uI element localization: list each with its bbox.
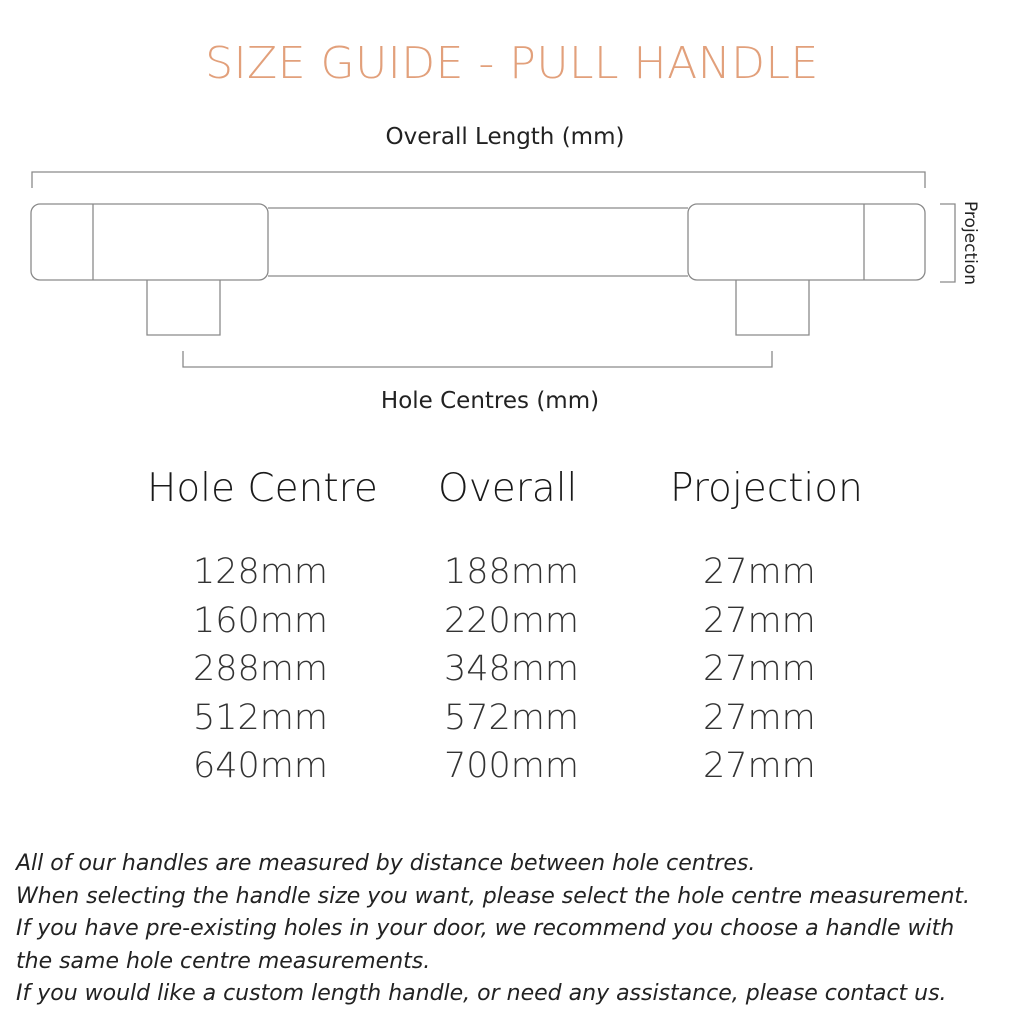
table-cell: 128mm <box>193 552 328 592</box>
table-cell: 27mm <box>703 552 816 592</box>
handle-bar <box>268 208 688 276</box>
note-line: If you have pre-existing holes in your door, we recommend you choose a handle with <box>16 916 955 941</box>
table-cell: 27mm <box>703 697 816 738</box>
overall-length-bracket <box>32 172 925 188</box>
table-cell: 288mm <box>193 649 328 689</box>
table-cell: 160mm <box>193 600 328 641</box>
table-cell: 27mm <box>703 746 816 786</box>
note-line: When selecting the handle size you want, please select the hole centre measurement. <box>16 883 971 909</box>
handle-right-end <box>688 204 925 280</box>
column-overall <box>444 552 684 795</box>
projection-label: Projection <box>960 200 980 286</box>
handle-left-leg <box>147 280 220 335</box>
note-line: the same hole centre measurements. <box>16 948 431 974</box>
handle-right-leg <box>736 280 809 335</box>
header-hole-centre: Hole Centre <box>147 466 378 511</box>
table-cell: 348mm <box>444 649 579 689</box>
column-hole-centre <box>193 552 433 795</box>
overall-length-label: Overall Length (mm) <box>385 124 625 150</box>
page-title: SIZE GUIDE - PULL HANDLE <box>205 38 819 89</box>
table-cell: 188mm <box>444 552 579 592</box>
notes-block <box>16 848 1016 1011</box>
hole-centres-bracket <box>183 351 772 367</box>
table-cell: 512mm <box>193 697 328 738</box>
projection-bracket <box>940 204 955 282</box>
header-overall: Overall <box>438 466 578 511</box>
handle-left-end <box>31 204 268 280</box>
table-cell: 27mm <box>703 600 816 641</box>
note-line: If you would like a custom length handle, or need any assistance, please contact us. <box>16 981 947 1006</box>
header-projection: Projection <box>670 466 863 511</box>
column-projection <box>703 552 943 795</box>
table-cell: 572mm <box>444 697 579 738</box>
table-cell: 220mm <box>444 600 579 641</box>
table-cell: 700mm <box>444 746 579 786</box>
table-cell: 640mm <box>193 746 328 786</box>
handle-diagram <box>0 0 1024 420</box>
table-cell: 27mm <box>703 649 816 689</box>
note-line: All of our handles are measured by distance between hole centres. <box>16 851 756 876</box>
hole-centres-label: Hole Centres (mm) <box>380 388 600 414</box>
